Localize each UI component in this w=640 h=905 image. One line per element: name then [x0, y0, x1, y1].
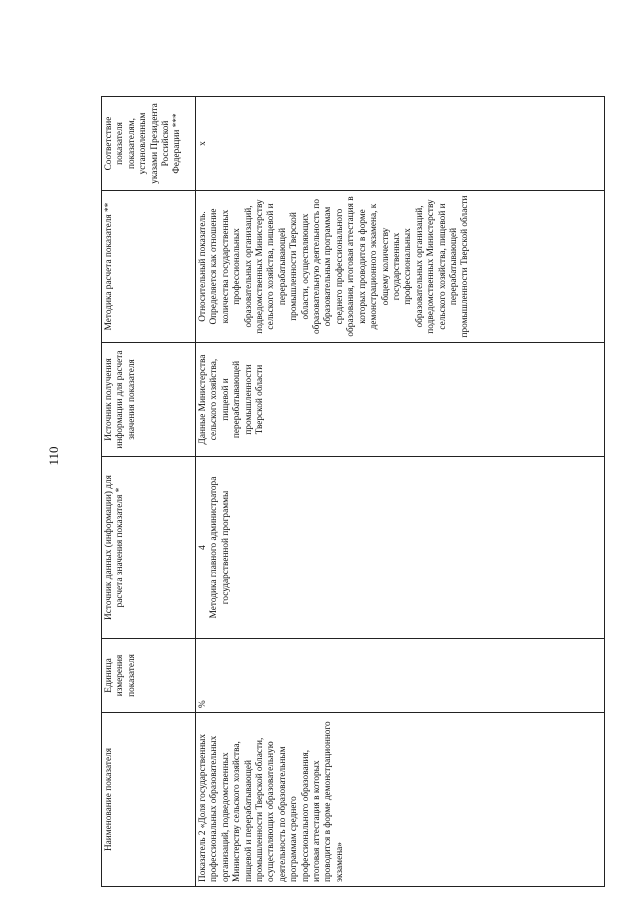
data-source-text: Методика главного администратора государственной программы [209, 476, 231, 619]
cell-compliance: х [196, 97, 605, 191]
cell-method: Относительный показатель. Определяется как отношение количества государственных профессиональных образовательных организаций, подведомственных Министерству сельского хозяйства, пищевой и перерабатывающей промышленности Тверской области, осуществляющих образовательную деятельность по образовательным программам среднего профессионального образования, итоговая аттестация в которых проводится в форме демонстрационного экзамена, к общему количеству государственных профессиональных образовательных организаций, подведомственных Министерству сельского хозяйства, пищевой и перерабатывающей промышленности Тверской области [196, 191, 605, 343]
cell-indicator-name: Показатель 2 «Доля государственных профессиональных образовательных организаций, подведомственных Министерству сельского хозяйства, пищевой и перерабатывающей промышленности Тверской области, осуществляющих образовательную деятельность по образовательным программам среднего профессионального образования, итоговая аттестация в которых проводится в форме демонстрационного экзамена» [196, 713, 605, 887]
page-number: 110 [46, 446, 61, 466]
table-row [196, 97, 605, 887]
column-number: 4 [198, 545, 208, 550]
cell-info-origin: Данные Министерства сельского хозяйства, пищевой и перерабатывающей промышленности Тверской области [196, 343, 605, 457]
header-indicator-name: Наименование показателя [102, 713, 196, 887]
header-data-source: Источник данных (информации) для расчета значения показателя * [102, 457, 196, 639]
cell-data-source [196, 457, 605, 639]
rotated-table-container [101, 97, 605, 887]
header-compliance: Соответствие показателя показателям, установленным указами Президента Российской Федерации *** [102, 97, 196, 191]
cell-unit: % [196, 639, 605, 713]
header-method: Методика расчета показателя ** [102, 191, 196, 343]
indicator-table [101, 96, 605, 887]
header-unit: Единица измерения показателя [102, 639, 196, 713]
table-header-row [102, 97, 196, 887]
header-info-origin: Источник получения информации для расчета значения показателя [102, 343, 196, 457]
